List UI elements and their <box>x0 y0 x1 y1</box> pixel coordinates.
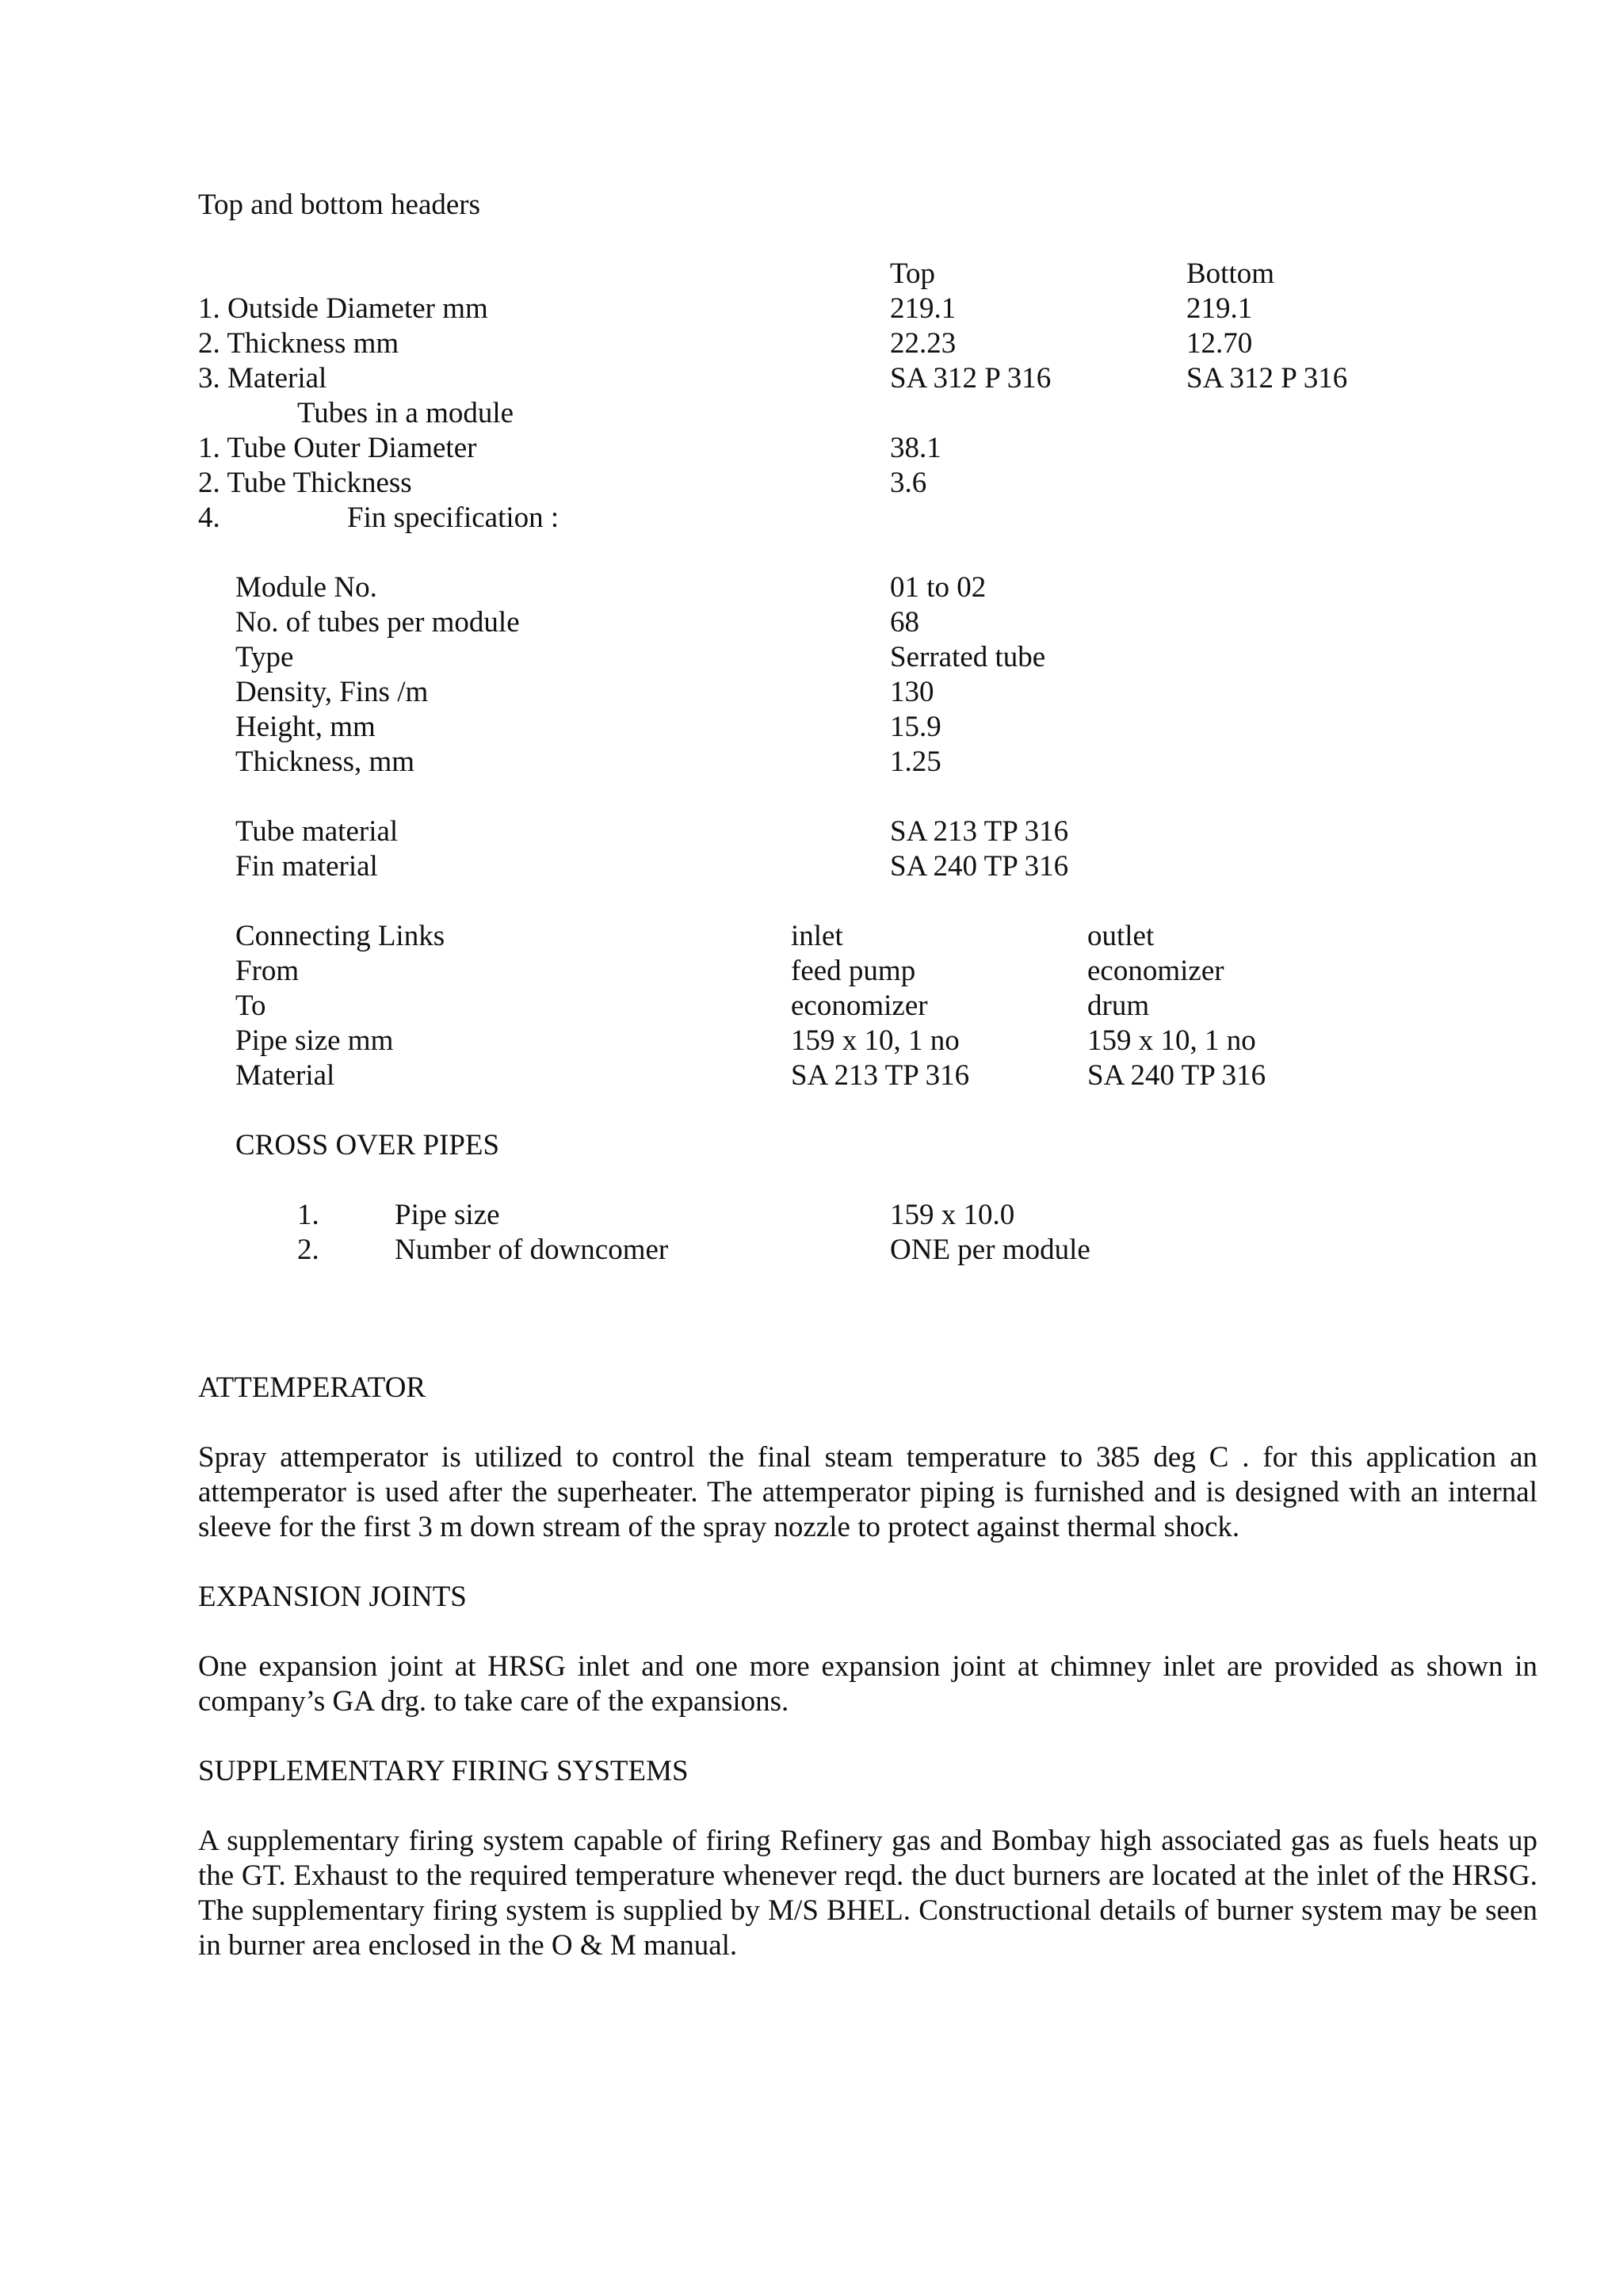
link-outlet-value: drum <box>1087 990 1150 1022</box>
column-header-outlet: outlet <box>1087 920 1155 952</box>
link-label: From <box>235 955 300 987</box>
spec-value-top: 219.1 <box>890 292 957 325</box>
spec-value-top: 22.23 <box>890 327 957 360</box>
fin-spec-label: No. of tubes per module <box>235 606 520 639</box>
crossover-value: ONE per module <box>890 1234 1090 1266</box>
spec-value-bottom: 219.1 <box>1186 292 1253 325</box>
link-label: Material <box>235 1059 335 1092</box>
crossover-number: 1. <box>297 1199 319 1231</box>
material-value: SA 213 TP 316 <box>890 815 1069 848</box>
connecting-links-header: Connecting Links <box>235 920 445 952</box>
fin-spec-value: 01 to 02 <box>890 571 987 604</box>
material-value: SA 240 TP 316 <box>890 850 1069 883</box>
spec-label: 1. Tube Outer Diameter <box>198 432 477 464</box>
material-label: Tube material <box>235 815 399 848</box>
link-inlet-value: SA 213 TP 316 <box>791 1059 970 1092</box>
section-title-headers: Top and bottom headers <box>198 189 481 221</box>
fin-spec-number: 4. <box>198 502 220 534</box>
spec-value-bottom: SA 312 P 316 <box>1186 362 1348 395</box>
spec-label: 3. Material <box>198 362 327 395</box>
crossover-label: Pipe size <box>395 1199 500 1231</box>
supplementary-firing-title: SUPPLEMENTARY FIRING SYSTEMS <box>198 1755 689 1787</box>
spec-value-bottom: 12.70 <box>1186 327 1253 360</box>
fin-spec-heading: Fin specification : <box>347 502 559 534</box>
fin-spec-value: 68 <box>890 606 919 639</box>
crossover-title: CROSS OVER PIPES <box>235 1129 500 1161</box>
fin-spec-label: Height, mm <box>235 711 376 743</box>
fin-spec-label: Thickness, mm <box>235 746 415 778</box>
spec-value: 38.1 <box>890 432 941 464</box>
supplementary-firing-paragraph: A supplementary firing system capable of firing Refinery gas and Bombay high associated gas as fuels heats up the GT. Exhaust to the required temperature whenever reqd. the duct burners are located at the inlet of the HRSG. The supplementary firing system is supplied by M/S BHEL. Constructional details of burner system may be seen in burner area enclosed in the O & M manual. <box>198 1825 1537 1962</box>
attemperator-paragraph: Spray attemperator is utilized to control the final steam temperature to 385 deg C . for this application an attemperator is used after the superheater. The attemperator piping is furnished and is designed with an internal sleeve for the first 3 m down stream of the spray nozzle to protect against thermal shock. <box>198 1441 1537 1543</box>
link-inlet-value: 159 x 10, 1 no <box>791 1024 960 1057</box>
crossover-number: 2. <box>297 1234 319 1266</box>
fin-spec-value: 1.25 <box>890 746 941 778</box>
expansion-joints-title: EXPANSION JOINTS <box>198 1581 467 1613</box>
link-outlet-value: SA 240 TP 316 <box>1087 1059 1266 1092</box>
link-outlet-value: 159 x 10, 1 no <box>1087 1024 1256 1057</box>
fin-spec-label: Density, Fins /m <box>235 676 429 708</box>
link-label: Pipe size mm <box>235 1024 394 1057</box>
expansion-joints-paragraph: One expansion joint at HRSG inlet and one more expansion joint at chimney inlet are provided as shown in company’s GA drg. to take care of the expansions. <box>198 1650 1537 1718</box>
attemperator-title: ATTEMPERATOR <box>198 1371 426 1404</box>
spec-label: 2. Thickness mm <box>198 327 399 360</box>
link-outlet-value: economizer <box>1087 955 1224 987</box>
fin-spec-label: Module No. <box>235 571 377 604</box>
spec-value: 3.6 <box>890 467 927 499</box>
crossover-label: Number of downcomer <box>395 1234 669 1266</box>
fin-spec-value: 15.9 <box>890 711 941 743</box>
material-label: Fin material <box>235 850 378 883</box>
fin-spec-value: Serrated tube <box>890 641 1046 673</box>
fin-spec-value: 130 <box>890 676 934 708</box>
link-label: To <box>235 990 266 1022</box>
link-inlet-value: economizer <box>791 990 928 1022</box>
column-header-inlet: inlet <box>791 920 843 952</box>
column-header-top: Top <box>890 257 936 290</box>
link-inlet-value: feed pump <box>791 955 916 987</box>
crossover-value: 159 x 10.0 <box>890 1199 1015 1231</box>
spec-label: 2. Tube Thickness <box>198 467 412 499</box>
subtitle-tubes-in-module: Tubes in a module <box>297 397 514 429</box>
fin-spec-label: Type <box>235 641 294 673</box>
spec-value-top: SA 312 P 316 <box>890 362 1052 395</box>
spec-label: 1. Outside Diameter mm <box>198 292 488 325</box>
column-header-bottom: Bottom <box>1186 257 1275 290</box>
